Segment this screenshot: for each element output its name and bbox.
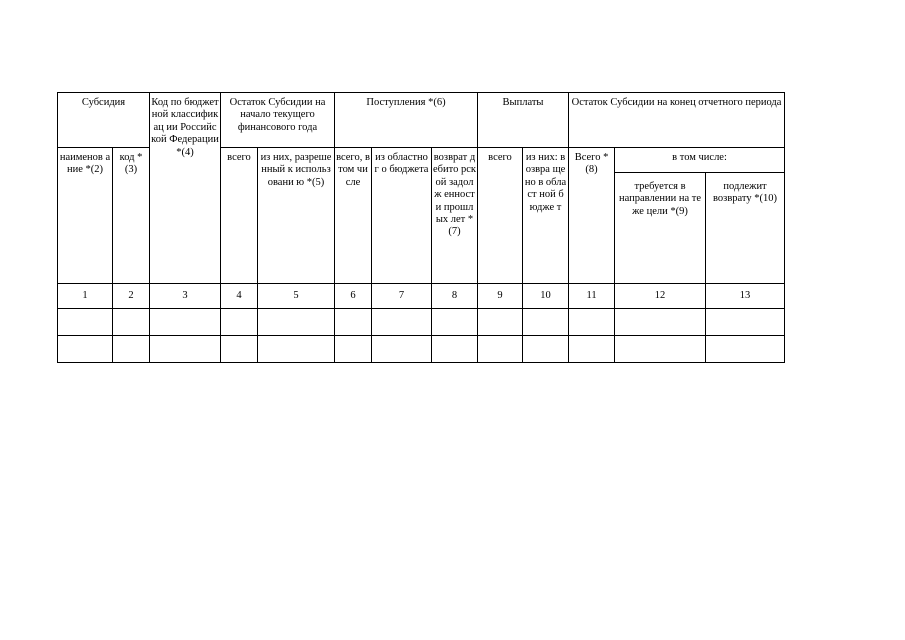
- header-returned-regional: из них: возвра щено в област ной бюдже т: [523, 148, 569, 284]
- header-bcc-code: Код по бюджетной классификац ии Российской Федерации *(4): [150, 93, 221, 284]
- column-number: 2: [113, 284, 150, 309]
- header-payments: Выплаты: [478, 93, 569, 148]
- column-number: 13: [706, 284, 785, 309]
- column-number: 1: [58, 284, 113, 309]
- column-number: 9: [478, 284, 523, 309]
- header-balance-end: Остаток Субсидии на конец отчетного периода: [569, 93, 785, 148]
- header-to-return: подлежит возврату *(10): [706, 173, 785, 284]
- empty-cell: [432, 309, 478, 336]
- empty-cell: [335, 309, 372, 336]
- empty-cell: [150, 309, 221, 336]
- empty-row: [58, 336, 785, 363]
- column-number: 11: [569, 284, 615, 309]
- header-allowed-use: из них, разрешенный к использовани ю *(5): [258, 148, 335, 284]
- header-subsidy: Субсидия: [58, 93, 150, 148]
- header-total-incl: всего, в том числе: [335, 148, 372, 284]
- column-number: 4: [221, 284, 258, 309]
- empty-cell: [113, 336, 150, 363]
- empty-cell: [615, 309, 706, 336]
- empty-cell: [569, 309, 615, 336]
- empty-cell: [569, 336, 615, 363]
- empty-cell: [523, 309, 569, 336]
- header-code: код *(3): [113, 148, 150, 284]
- column-number-row: [58, 284, 785, 309]
- header-total-start: всего: [221, 148, 258, 284]
- empty-cell: [335, 336, 372, 363]
- empty-cell: [615, 336, 706, 363]
- column-number: 12: [615, 284, 706, 309]
- empty-cell: [706, 336, 785, 363]
- empty-cell: [372, 336, 432, 363]
- empty-cell: [58, 336, 113, 363]
- empty-cell: [221, 309, 258, 336]
- subsidy-report-table: [57, 92, 785, 363]
- empty-cell: [113, 309, 150, 336]
- header-debt-return: возврат дебито рской задолж енност и прошл ых лет *(7): [432, 148, 478, 284]
- empty-row: [58, 309, 785, 336]
- header-balance-start: Остаток Субсидии на начало текущего финансового года: [221, 93, 335, 148]
- empty-cell: [258, 309, 335, 336]
- header-needed-same: требуется в направлении на те же цели *(9): [615, 173, 706, 284]
- header-payments-total: всего: [478, 148, 523, 284]
- column-number: 10: [523, 284, 569, 309]
- empty-cell: [478, 309, 523, 336]
- empty-cell: [372, 309, 432, 336]
- empty-cell: [523, 336, 569, 363]
- empty-cell: [221, 336, 258, 363]
- header-receipts: Поступления *(6): [335, 93, 478, 148]
- header-name: наименов ание *(2): [58, 148, 113, 284]
- empty-cell: [150, 336, 221, 363]
- column-number: 8: [432, 284, 478, 309]
- empty-cell: [706, 309, 785, 336]
- column-number: 5: [258, 284, 335, 309]
- column-number: 3: [150, 284, 221, 309]
- empty-cell: [432, 336, 478, 363]
- empty-cell: [58, 309, 113, 336]
- empty-cell: [258, 336, 335, 363]
- header-end-total: Всего *(8): [569, 148, 615, 284]
- header-from-regional: из областног о бюджета: [372, 148, 432, 284]
- column-number: 7: [372, 284, 432, 309]
- header-including: в том числе:: [615, 148, 785, 173]
- column-number: 6: [335, 284, 372, 309]
- empty-cell: [478, 336, 523, 363]
